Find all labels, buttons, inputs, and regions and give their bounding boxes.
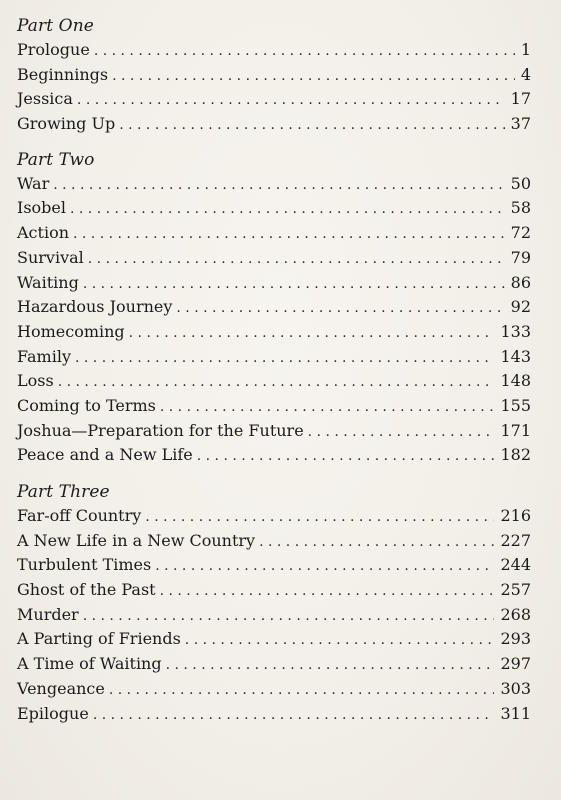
entry-title: A Time of Waiting (17, 654, 162, 674)
dot-leader (166, 653, 495, 678)
dot-leader (88, 247, 505, 272)
entry-page-number: 86 (510, 272, 531, 292)
toc-entry (17, 504, 531, 529)
entry-page-number: 148 (500, 371, 531, 391)
entry-page-number: 297 (500, 654, 531, 674)
entry-page-number: 17 (510, 89, 531, 109)
entry-title: Action (17, 223, 69, 243)
entry-title: A New Life in a New Country (17, 530, 256, 550)
entry-title: Coming to Terms (17, 395, 156, 415)
entry-page-number: 79 (510, 247, 531, 267)
entry-title: Ghost of the Past (17, 580, 156, 600)
entry-page-number: 257 (500, 580, 531, 600)
entry-title: Jessica (17, 89, 73, 109)
entry-page-number: 244 (500, 555, 531, 575)
entry-page-number: 303 (500, 678, 531, 698)
entry-page-number: 50 (510, 173, 531, 193)
entry-title: Peace and a New Life (17, 445, 193, 465)
entry-page-number: 311 (500, 703, 531, 723)
toc-entry (17, 112, 531, 137)
entry-page-number: 92 (510, 297, 531, 317)
toc-entry (17, 394, 531, 419)
entry-page-number: 171 (500, 420, 531, 440)
entry-title: Epilogue (17, 703, 89, 723)
dot-leader (155, 554, 494, 579)
dot-leader (197, 444, 495, 469)
entry-title: Growing Up (17, 114, 116, 134)
entry-title: Turbulent Times (17, 555, 152, 575)
dot-leader (75, 346, 494, 371)
dot-leader (73, 222, 505, 247)
dot-leader (112, 64, 515, 89)
section-spacer (17, 137, 531, 148)
dot-leader (129, 321, 495, 346)
entry-page-number: 155 (500, 395, 531, 415)
toc-entry (17, 172, 531, 197)
entry-title: A Parting of Friends (17, 629, 181, 649)
part-one-section (17, 14, 531, 137)
toc-entry (17, 320, 531, 345)
entry-page-number: 37 (510, 114, 531, 134)
dot-leader (259, 530, 494, 555)
entry-page-number: 216 (500, 506, 531, 525)
entry-title: Family (17, 346, 71, 366)
dot-leader (185, 628, 495, 653)
entry-title: Vengeance (17, 678, 105, 698)
entry-title: Beginnings (17, 64, 109, 84)
dot-leader (119, 113, 504, 138)
toc-entry (17, 702, 531, 727)
toc-entry (17, 87, 531, 112)
dot-leader (160, 579, 495, 604)
part-heading: Part Three (17, 482, 110, 502)
entry-title: Waiting (17, 272, 79, 292)
dot-leader (83, 604, 495, 629)
part-two-section (17, 148, 531, 468)
part-heading: Part One (17, 16, 94, 36)
dot-leader (83, 272, 505, 297)
entry-title: Murder (17, 604, 79, 624)
toc-entry (17, 529, 531, 554)
entry-title: Far-off Country (17, 506, 142, 525)
table-of-contents (17, 14, 531, 726)
dot-leader (308, 420, 495, 445)
entry-page-number: 72 (510, 223, 531, 243)
dot-leader (70, 197, 505, 222)
toc-entry (17, 553, 531, 578)
dot-leader (58, 370, 495, 395)
entry-title: War (17, 173, 50, 193)
entry-page-number: 227 (500, 530, 531, 550)
toc-entry (17, 271, 531, 296)
toc-entry (17, 369, 531, 394)
entry-title: Loss (17, 371, 54, 391)
section-spacer (17, 468, 531, 480)
toc-entry (17, 419, 531, 444)
toc-entry (17, 221, 531, 246)
toc-entry (17, 196, 531, 221)
part-heading: Part Two (17, 149, 95, 170)
toc-entry (17, 652, 531, 677)
toc-entry (17, 63, 531, 88)
entry-page-number: 182 (500, 445, 531, 465)
toc-entry (17, 443, 531, 468)
entry-page-number: 4 (520, 64, 531, 84)
dot-leader (176, 296, 504, 321)
dot-leader (53, 173, 504, 198)
toc-entry (17, 246, 531, 271)
toc-entry (17, 578, 531, 603)
entry-title: Prologue (17, 40, 90, 59)
entry-page-number: 58 (510, 198, 531, 218)
entry-page-number: 133 (500, 321, 531, 341)
entry-title: Homecoming (17, 321, 125, 341)
toc-entry (17, 677, 531, 702)
dot-leader (94, 39, 515, 64)
dot-leader (93, 703, 495, 728)
toc-entry (17, 295, 531, 320)
entry-title: Joshua—Preparation for the Future (17, 420, 304, 440)
entry-page-number: 1 (520, 40, 531, 59)
toc-entry (17, 603, 531, 628)
toc-entry (17, 627, 531, 652)
dot-leader (77, 88, 505, 113)
part-three-section (17, 480, 531, 726)
dot-leader (109, 678, 495, 703)
entry-page-number: 293 (500, 629, 531, 649)
entry-title: Isobel (17, 198, 66, 218)
entry-title: Survival (17, 247, 84, 267)
dot-leader (160, 395, 495, 420)
entry-page-number: 143 (500, 346, 531, 366)
entry-title: Hazardous Journey (17, 297, 173, 317)
entry-page-number: 268 (500, 604, 531, 624)
dot-leader (145, 505, 494, 530)
toc-entry (17, 345, 531, 370)
toc-entry (17, 38, 531, 63)
